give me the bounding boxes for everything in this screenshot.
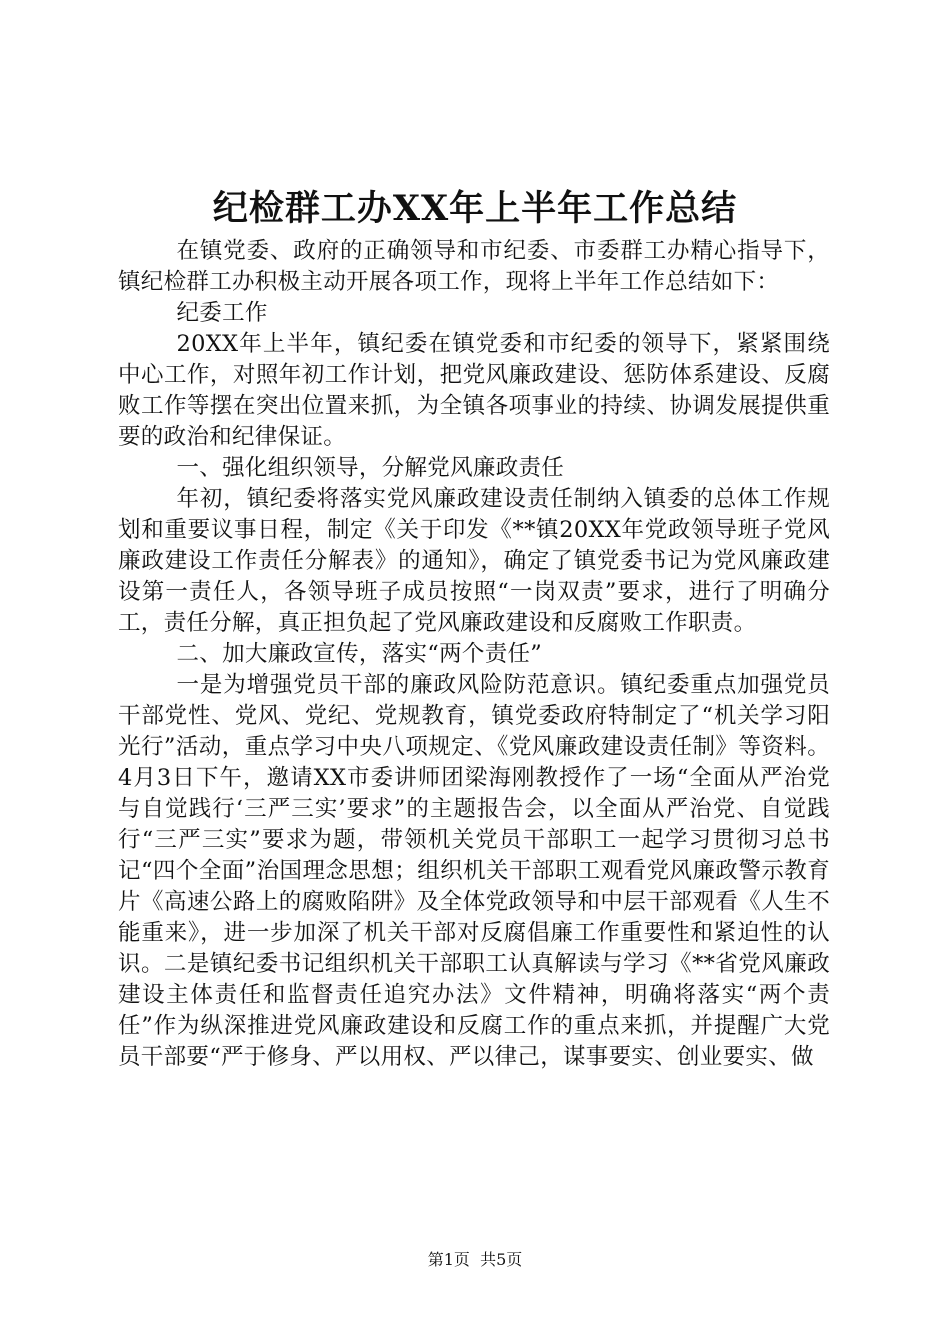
section-heading-2: 二、加大廉政宣传，落实“两个责任” [176, 641, 543, 667]
document-body [118, 236, 830, 1073]
paragraph-section-2: 一是为增强党员干部的廉政风险防范意识。镇纪委重点加强党员干部党性、党风、党纪、党规教育，镇党委政府特制定了“机关学习阳光行”活动，重点学习中央八项规定、《党风廉政建设责任制》等资料。4月3日下午，邀请XX市委讲师团梁海刚教授作了一场“全面从严治党与自觉践行‘三严三实’要求”的主题报告会，以全面从严治党、自觉践行“三严三实”要求为题，带领机关党员干部职工一起学习贯彻习总书记“四个全面”治国理念思想；组织机关干部职工观看党风廉政警示教育片《高速公路上的腐败陷阱》及全体党政领导和中层干部观看《人生不能重来》，进一步加深了机关干部对反腐倡廉工作重要性和紧迫性的认识。二是镇纪委书记组织机关干部职工认真解读与学习《**省党风廉政建设主体责任和监督责任追究办法》文件精神，明确将落实“两个责任”作为纵深推进党风廉政建设和反腐工作的重点来抓，并提醒广大党员干部要“严于修身、严以用权、严以律己，谋事要实、创业要实、做 [118, 672, 830, 1070]
page-number-total: 共5页 [480, 1250, 523, 1269]
page-number-current: 第1页 [427, 1250, 470, 1269]
paragraph-intro: 在镇党委、政府的正确领导和市纪委、市委群工办精心指导下，镇纪检群工办积极主动开展各项工作，现将上半年工作总结如下： [118, 238, 830, 295]
section-heading-discipline-work: 纪委工作 [176, 300, 268, 326]
document-title: 纪检群工办XX年上半年工作总结 [212, 188, 738, 229]
section-heading-1: 一、强化组织领导，分解党风廉政责任 [176, 455, 565, 481]
page-footer [0, 1250, 950, 1270]
paragraph-section-1: 年初，镇纪委将落实党风廉政建设责任制纳入镇委的总体工作规划和重要议事日程，制定《关于印发《**镇20XX年党政领导班子党风廉政建设工作责任分解表》的通知》，确定了镇党委书记为党风廉政建设第一责任人，各领导班子成员按照“一岗双责”要求，进行了明确分工，责任分解，真正担负起了党风廉政建设和反腐败工作职责。 [118, 486, 830, 636]
paragraph-overview: 20XX年上半年，镇纪委在镇党委和市纪委的领导下，紧紧围绕中心工作，对照年初工作计划，把党风廉政建设、惩防体系建设、反腐败工作等摆在突出位置来抓，为全镇各项事业的持续、协调发展提供重要的政治和纪律保证。 [118, 331, 830, 450]
